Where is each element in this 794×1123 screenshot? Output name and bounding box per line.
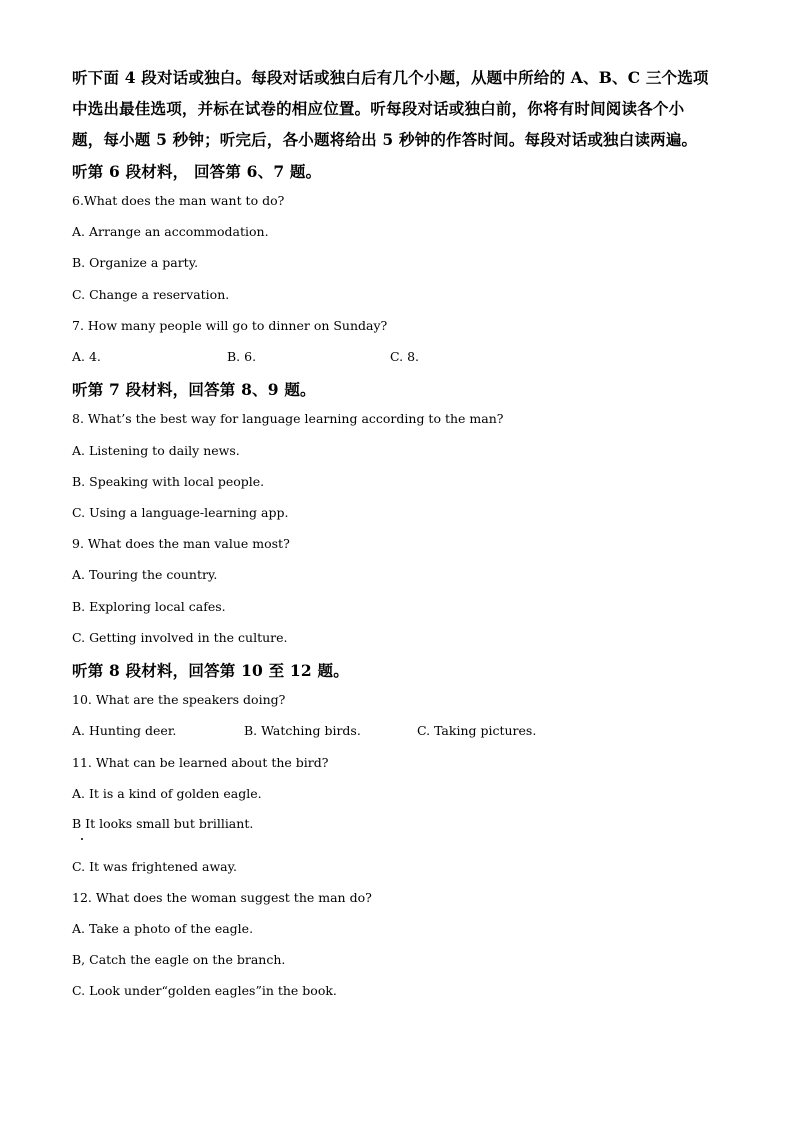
stray-dot-mark — [81, 838, 83, 840]
question-9-option-b: B. Exploring local cafes. — [72, 599, 226, 614]
question-9-option-c: C. Getting involved in the culture. — [72, 630, 288, 645]
question-10-option-c: C. Taking pictures. — [417, 723, 537, 738]
question-6-option-b: B. Organize a party. — [72, 255, 199, 270]
question-8-stem: 8. What’s the best way for language learning according to the man? — [72, 411, 504, 426]
question-7-option-c: C. 8. — [390, 349, 419, 364]
question-12-option-a: A. Take a photo of the eagle. — [72, 921, 254, 936]
question-9-stem: 9. What does the man value most? — [72, 536, 290, 551]
question-6-stem: 6.What does the man want to do? — [72, 193, 285, 208]
instructions-line-1: 听下面 4 段对话或独白。每段对话或独白后有几个小题，从题中所给的 A、B、C 三个选项 — [72, 68, 709, 87]
section-8-heading: 听第 8 段材料，回答第 10 至 12 题。 — [72, 661, 349, 680]
question-6-option-c: C. Change a reservation. — [72, 287, 230, 302]
question-12-stem: 12. What does the woman suggest the man do? — [72, 890, 372, 905]
instructions-line-2: 中选出最佳选项，并标在试卷的相应位置。听每段对话或独白前，你将有时间阅读各个小 — [72, 99, 685, 118]
section-7-heading: 听第 7 段材料，回答第 8、9 题。 — [72, 380, 316, 399]
question-8-option-c: C. Using a language-learning app. — [72, 505, 289, 520]
question-10-option-a: A. Hunting deer. — [72, 723, 177, 738]
question-11-option-a: A. It is a kind of golden eagle. — [72, 786, 262, 801]
question-8-option-b: B. Speaking with local people. — [72, 474, 265, 489]
question-9-option-a: A. Touring the country. — [72, 567, 218, 582]
question-10-stem: 10. What are the speakers doing? — [72, 692, 286, 707]
question-11-option-b: B It looks small but brilliant. — [72, 816, 254, 831]
question-7-option-b: B. 6. — [227, 349, 257, 364]
instructions-line-3: 题，每小题 5 秒钟；听完后，各小题将给出 5 秒钟的作答时间。每段对话或独白读两遍。 — [72, 130, 698, 149]
section-6-heading: 听第 6 段材料， 回答第 6、7 题。 — [72, 162, 322, 181]
question-11-stem: 11. What can be learned about the bird? — [72, 755, 329, 770]
question-12-option-c: C. Look under“golden eagles”in the book. — [72, 983, 337, 998]
question-7-option-a: A. 4. — [72, 349, 101, 364]
question-6-option-a: A. Arrange an accommodation. — [72, 224, 269, 239]
question-11-option-c: C. It was frightened away. — [72, 859, 238, 874]
question-8-option-a: A. Listening to daily news. — [72, 443, 240, 458]
question-10-option-b: B. Watching birds. — [244, 723, 361, 738]
question-7-stem: 7. How many people will go to dinner on Sunday? — [72, 318, 388, 333]
question-12-option-b: B, Catch the eagle on the branch. — [72, 952, 286, 967]
